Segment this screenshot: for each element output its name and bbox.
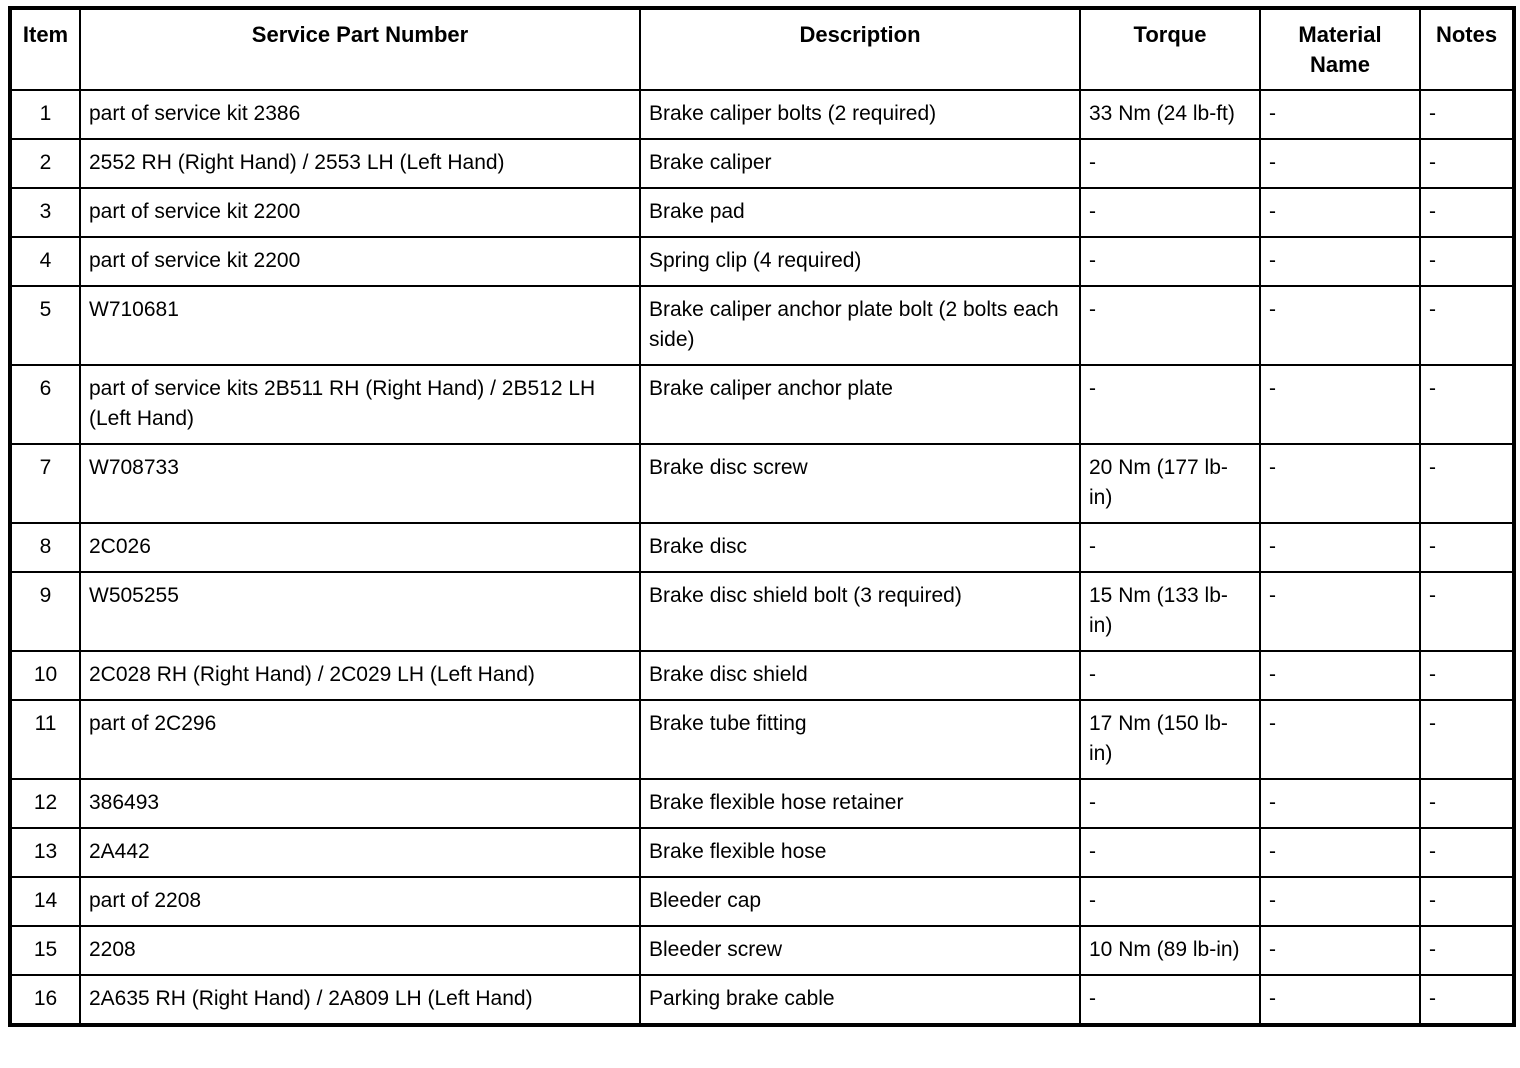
- header-cell-material-name: Material Name: [1260, 8, 1420, 90]
- table-cell-torque: -: [1080, 651, 1260, 700]
- table-cell-description: Brake caliper bolts (2 required): [640, 90, 1080, 139]
- table-cell-item: 16: [10, 975, 80, 1025]
- table-cell-service-part-number: part of service kit 2200: [80, 188, 640, 237]
- table-cell-item: 3: [10, 188, 80, 237]
- table-cell-service-part-number: part of 2208: [80, 877, 640, 926]
- table-cell-torque: 10 Nm (89 lb-in): [1080, 926, 1260, 975]
- table-row: [10, 188, 1514, 237]
- table-cell-torque: -: [1080, 286, 1260, 365]
- table-cell-notes: -: [1420, 926, 1514, 975]
- table-row: [10, 700, 1514, 779]
- table-row: [10, 237, 1514, 286]
- table-cell-description: Brake disc shield: [640, 651, 1080, 700]
- header-row: [10, 8, 1514, 90]
- table-cell-item: 7: [10, 444, 80, 523]
- header-cell-item: Item: [10, 8, 80, 90]
- table-cell-notes: -: [1420, 365, 1514, 444]
- table-cell-notes: -: [1420, 90, 1514, 139]
- table-cell-torque: 15 Nm (133 lb-in): [1080, 572, 1260, 651]
- table-cell-item: 6: [10, 365, 80, 444]
- table-cell-item: 1: [10, 90, 80, 139]
- service-parts-table: [8, 6, 1516, 1027]
- table-row: [10, 365, 1514, 444]
- table-cell-item: 4: [10, 237, 80, 286]
- table-row: [10, 779, 1514, 828]
- table-cell-description: Brake caliper: [640, 139, 1080, 188]
- table-cell-service-part-number: W708733: [80, 444, 640, 523]
- header-cell-description: Description: [640, 8, 1080, 90]
- table-cell-description: Brake tube fitting: [640, 700, 1080, 779]
- table-cell-item: 11: [10, 700, 80, 779]
- table-cell-torque: -: [1080, 523, 1260, 572]
- table-cell-item: 14: [10, 877, 80, 926]
- table-cell-notes: -: [1420, 975, 1514, 1025]
- table-cell-service-part-number: W710681: [80, 286, 640, 365]
- table-row: [10, 651, 1514, 700]
- table-cell-material-name: -: [1260, 365, 1420, 444]
- table-cell-item: 8: [10, 523, 80, 572]
- table-row: [10, 877, 1514, 926]
- table-cell-material-name: -: [1260, 90, 1420, 139]
- table-cell-notes: -: [1420, 828, 1514, 877]
- table-cell-torque: -: [1080, 877, 1260, 926]
- table-row: [10, 286, 1514, 365]
- table-cell-torque: -: [1080, 365, 1260, 444]
- table-row: [10, 975, 1514, 1025]
- table-cell-description: Brake disc screw: [640, 444, 1080, 523]
- table-cell-service-part-number: 2A442: [80, 828, 640, 877]
- table-cell-notes: -: [1420, 444, 1514, 523]
- table-cell-description: Parking brake cable: [640, 975, 1080, 1025]
- table-cell-service-part-number: 2208: [80, 926, 640, 975]
- table-cell-material-name: -: [1260, 975, 1420, 1025]
- table-header: [10, 8, 1514, 90]
- table-cell-description: Brake caliper anchor plate: [640, 365, 1080, 444]
- table-cell-notes: -: [1420, 237, 1514, 286]
- table-row: [10, 828, 1514, 877]
- table-cell-notes: -: [1420, 877, 1514, 926]
- table-cell-material-name: -: [1260, 444, 1420, 523]
- table-cell-material-name: -: [1260, 651, 1420, 700]
- table-cell-description: Bleeder cap: [640, 877, 1080, 926]
- table-cell-description: Brake flexible hose retainer: [640, 779, 1080, 828]
- table-row: [10, 90, 1514, 139]
- table-cell-service-part-number: W505255: [80, 572, 640, 651]
- header-cell-torque: Torque: [1080, 8, 1260, 90]
- table-cell-torque: 20 Nm (177 lb-in): [1080, 444, 1260, 523]
- table-cell-material-name: -: [1260, 237, 1420, 286]
- table-cell-service-part-number: 2C026: [80, 523, 640, 572]
- table-cell-service-part-number: 2552 RH (Right Hand) / 2553 LH (Left Hand): [80, 139, 640, 188]
- table-body: [10, 90, 1514, 1025]
- table-cell-notes: -: [1420, 286, 1514, 365]
- table-cell-service-part-number: 2C028 RH (Right Hand) / 2C029 LH (Left Hand): [80, 651, 640, 700]
- table-cell-service-part-number: 2A635 RH (Right Hand) / 2A809 LH (Left Hand): [80, 975, 640, 1025]
- header-cell-service-part-number: Service Part Number: [80, 8, 640, 90]
- table-cell-notes: -: [1420, 523, 1514, 572]
- table-cell-notes: -: [1420, 651, 1514, 700]
- table-row: [10, 572, 1514, 651]
- table-cell-torque: -: [1080, 188, 1260, 237]
- table-cell-torque: -: [1080, 975, 1260, 1025]
- table-cell-description: Brake flexible hose: [640, 828, 1080, 877]
- table-cell-item: 9: [10, 572, 80, 651]
- table-cell-notes: -: [1420, 779, 1514, 828]
- table-cell-torque: 33 Nm (24 lb-ft): [1080, 90, 1260, 139]
- table-cell-material-name: -: [1260, 877, 1420, 926]
- table-cell-service-part-number: part of service kit 2386: [80, 90, 640, 139]
- table-cell-notes: -: [1420, 700, 1514, 779]
- table-cell-material-name: -: [1260, 779, 1420, 828]
- table-cell-item: 15: [10, 926, 80, 975]
- table-cell-description: Brake disc shield bolt (3 required): [640, 572, 1080, 651]
- table-cell-service-part-number: 386493: [80, 779, 640, 828]
- table-row: [10, 444, 1514, 523]
- table-cell-material-name: -: [1260, 523, 1420, 572]
- table-cell-material-name: -: [1260, 139, 1420, 188]
- table-cell-material-name: -: [1260, 828, 1420, 877]
- table-cell-notes: -: [1420, 188, 1514, 237]
- table-cell-torque: 17 Nm (150 lb-in): [1080, 700, 1260, 779]
- header-cell-notes: Notes: [1420, 8, 1514, 90]
- table-cell-material-name: -: [1260, 926, 1420, 975]
- table-row: [10, 926, 1514, 975]
- table-cell-material-name: -: [1260, 700, 1420, 779]
- table-cell-notes: -: [1420, 139, 1514, 188]
- table-cell-material-name: -: [1260, 572, 1420, 651]
- table-cell-item: 12: [10, 779, 80, 828]
- table-cell-material-name: -: [1260, 286, 1420, 365]
- table-cell-service-part-number: part of 2C296: [80, 700, 640, 779]
- table-cell-material-name: -: [1260, 188, 1420, 237]
- table-cell-torque: -: [1080, 237, 1260, 286]
- table-row: [10, 139, 1514, 188]
- table-cell-description: Brake caliper anchor plate bolt (2 bolts each side): [640, 286, 1080, 365]
- table-cell-description: Brake disc: [640, 523, 1080, 572]
- table-cell-torque: -: [1080, 139, 1260, 188]
- table-cell-item: 2: [10, 139, 80, 188]
- table-cell-service-part-number: part of service kit 2200: [80, 237, 640, 286]
- table-cell-torque: -: [1080, 779, 1260, 828]
- table-cell-description: Brake pad: [640, 188, 1080, 237]
- table-cell-service-part-number: part of service kits 2B511 RH (Right Hand) / 2B512 LH (Left Hand): [80, 365, 640, 444]
- table-row: [10, 523, 1514, 572]
- table-cell-item: 5: [10, 286, 80, 365]
- table-cell-torque: -: [1080, 828, 1260, 877]
- table-cell-item: 10: [10, 651, 80, 700]
- table-cell-item: 13: [10, 828, 80, 877]
- table-cell-description: Bleeder screw: [640, 926, 1080, 975]
- table-cell-description: Spring clip (4 required): [640, 237, 1080, 286]
- table-cell-notes: -: [1420, 572, 1514, 651]
